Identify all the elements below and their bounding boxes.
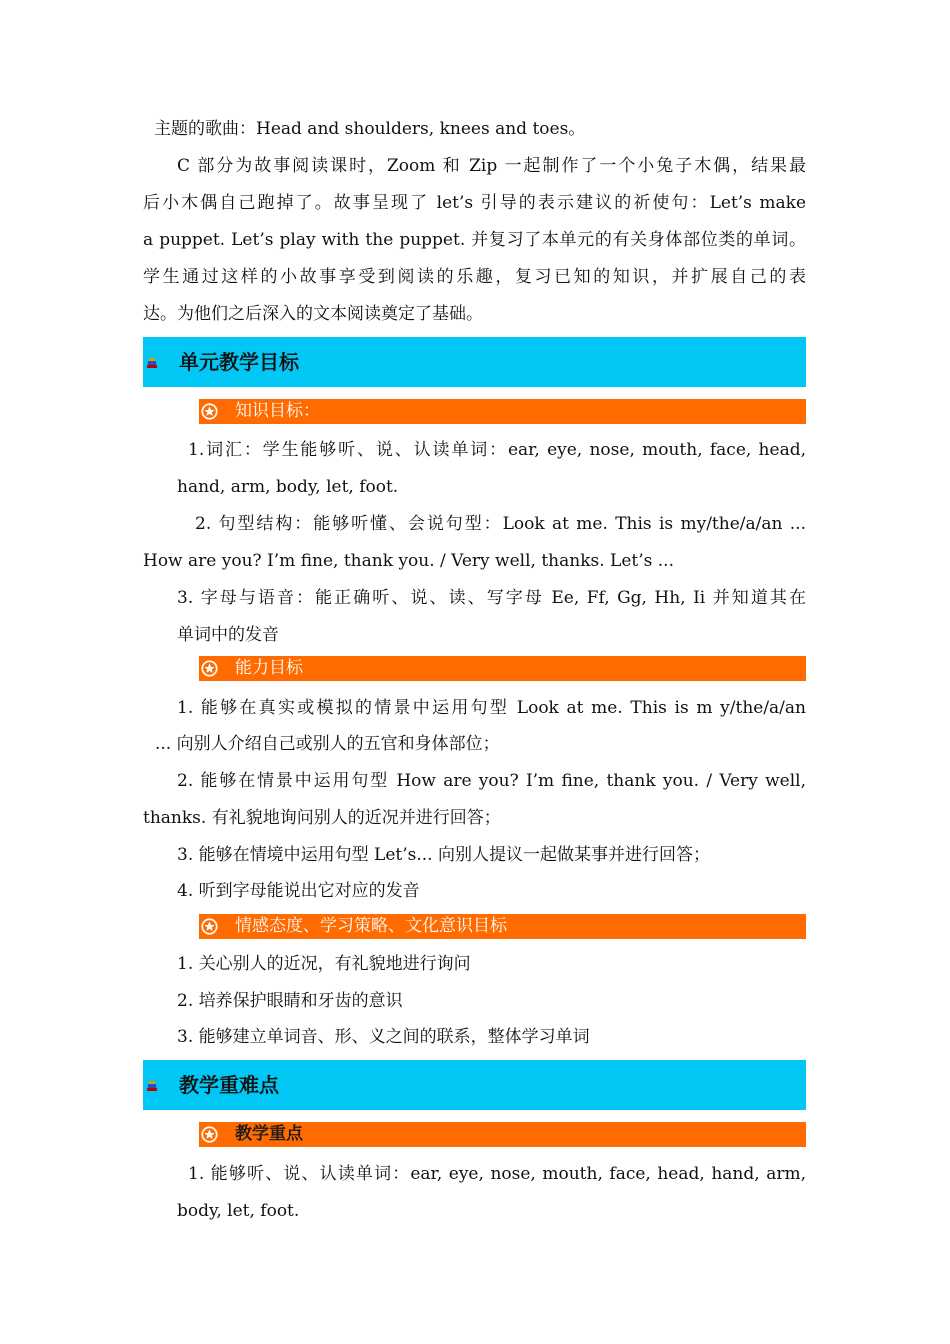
ability-line-1: 1. 能够在真实或模拟的情景中运用句型 Look at me. This is m y/the/a/an — [177, 698, 806, 718]
attitude-line-1: 1. 关心别人的近况，有礼貌地进行询问 — [177, 954, 471, 974]
intro-line-3: 后小木偶自己跑掉了。故事呈现了 let’s 引导的表示建议的祈使句：Let’s make — [143, 193, 806, 213]
sub-title-attitude: 情感态度、学习策略、文化意识目标 — [235, 916, 507, 936]
ability-line-2: ... 向别人介绍自己或别人的五官和身体部位； — [155, 734, 500, 754]
section-heading-key — [143, 1060, 806, 1110]
knowledge-line-2: hand, arm, body, let, foot. — [177, 477, 399, 497]
focus-line-1: 1. 能够听、说、认读单词：ear, eye, nose, mouth, face, head, hand, arm, — [188, 1164, 806, 1184]
sub-heading-attitude — [199, 914, 806, 939]
book-marker-icon — [147, 1081, 157, 1091]
focus-line-2: body, let, foot. — [177, 1201, 300, 1221]
book-marker-icon — [147, 358, 157, 368]
knowledge-line-6: 单词中的发音 — [177, 625, 279, 645]
ability-line-5: 3. 能够在情境中运用句型 Let’s... 向别人提议一起做某事并进行回答； — [177, 845, 710, 865]
star-circle-icon — [201, 1126, 218, 1143]
ability-line-4: thanks. 有礼貌地询问别人的近况并进行回答； — [143, 808, 501, 828]
sub-title-ability: 能力目标 — [235, 658, 303, 678]
star-circle-icon — [201, 660, 218, 677]
sub-title-focus: 教学重点 — [235, 1124, 303, 1144]
intro-line-1: 主题的歌曲：Head and shoulders, knees and toes。 — [154, 119, 586, 139]
intro-line-4: a puppet. Let’s play with the puppet. 并复习了本单元的有关身体部位类的单词。 — [143, 230, 806, 250]
sub-title-knowledge: 知识目标： — [235, 401, 320, 421]
section-title-goals: 单元教学目标 — [179, 350, 299, 374]
knowledge-line-3: 2. 句型结构：能够听懂、会说句型：Look at me. This is my/the/a/an ... — [195, 514, 806, 534]
star-circle-icon — [201, 918, 218, 935]
sub-heading-knowledge — [199, 399, 806, 424]
knowledge-line-4: How are you? I’m fine, thank you. / Very well, thanks. Let’s ... — [143, 551, 674, 571]
star-circle-icon — [201, 403, 218, 420]
knowledge-line-5: 3. 字母与语音：能正确听、说、读、写字母 Ee, Ff, Gg, Hh, Ii 并知道其在 — [177, 588, 806, 608]
ability-line-6: 4. 听到字母能说出它对应的发音 — [177, 881, 420, 901]
knowledge-line-1: 1.词汇：学生能够听、说、认读单词：ear, eye, nose, mouth, face, head, — [188, 440, 806, 460]
sub-heading-ability — [199, 656, 806, 681]
intro-line-6: 达。为他们之后深入的文本阅读奠定了基础。 — [143, 304, 483, 324]
attitude-line-3: 3. 能够建立单词音、形、义之间的联系，整体学习单词 — [177, 1027, 590, 1047]
intro-line-2: C 部分为故事阅读课时，Zoom 和 Zip 一起制作了一个小兔子木偶，结果最 — [177, 156, 806, 176]
sub-heading-focus — [199, 1122, 806, 1147]
attitude-line-2: 2. 培养保护眼睛和牙齿的意识 — [177, 991, 403, 1011]
section-heading-goals — [143, 337, 806, 387]
intro-line-5: 学生通过这样的小故事享受到阅读的乐趣，复习已知的知识，并扩展自己的表 — [143, 267, 806, 287]
ability-line-3: 2. 能够在情景中运用句型 How are you? I’m fine, thank you. / Very well, — [177, 771, 806, 791]
section-title-key: 教学重难点 — [179, 1073, 279, 1097]
